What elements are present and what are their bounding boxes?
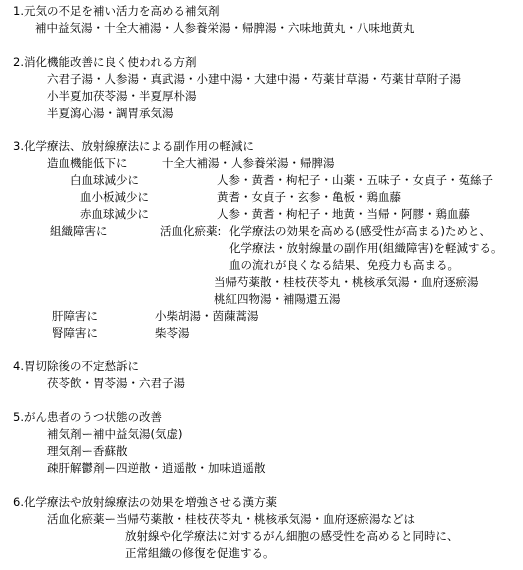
section-2-line-3: 半夏瀉心湯・調胃承気湯	[47, 106, 174, 120]
hematopoietic-value: 十全大補湯・人参養栄湯・帰脾湯	[162, 156, 335, 170]
liver-damage-value: 小柴胡湯・茵蔯蒿湯	[155, 309, 259, 323]
section-4-line-1: 茯苓飲・胃苓湯・六君子湯	[47, 376, 185, 390]
blood-activating-label: 活血化瘀薬:	[160, 224, 222, 238]
section-5-heading: 5.がん患者のうつ状態の改善	[13, 410, 162, 424]
section-2-line-2: 小半夏加茯苓湯・半夏厚朴湯	[47, 89, 197, 103]
kidney-damage-label: 腎障害に	[52, 326, 98, 340]
thrombocytopenia-label: 血小板減少に	[80, 190, 149, 204]
thrombocytopenia-value: 黄耆・女貞子・玄参・亀板・鶏血藤	[217, 190, 401, 204]
section-5-line-3: 疎肝解鬱剤ー四逆散・逍遥散・加味逍遥散	[47, 461, 266, 475]
section-2-line-1: 六君子湯・人参湯・真武湯・小建中湯・大建中湯・芍薬甘草湯・芍薬甘草附子湯	[47, 72, 461, 86]
kidney-damage-value: 柴苓湯	[155, 326, 190, 340]
liver-damage-label: 肝障害に	[52, 309, 98, 323]
tissue-damage-line-5: 桃紅四物湯・補陽還五湯	[214, 292, 341, 306]
section-1-line-1: 補中益気湯・十全大補湯・人参養栄湯・帰脾湯・六味地黄丸・八味地黄丸	[35, 21, 415, 35]
leukopenia-value: 人参・黄耆・枸杞子・山薬・五味子・女貞子・菟絲子	[217, 173, 493, 187]
section-3-heading: 3.化学療法、放射線療法による副作用の軽減に	[13, 139, 254, 153]
tissue-damage-label: 組織障害に	[50, 224, 108, 238]
section-2-heading: 2.消化機能改善に良く使われる方剤	[13, 55, 197, 69]
tissue-damage-line-3: 血の流れが良くなる結果、免疫力も高まる。	[229, 258, 459, 272]
section-6-line-1: 活血化瘀薬ー当帰芍薬散・桂枝茯苓丸・桃核承気湯・血府逐瘀湯などは	[47, 512, 415, 526]
section-6-heading: 6.化学療法や放射線療法の効果を増強させる漢方薬	[13, 495, 277, 509]
tissue-damage-line-4: 当帰芍薬散・桂枝茯苓丸・桃核承気湯・血府逐瘀湯	[214, 275, 479, 289]
anemia-value: 人参・黄耆・枸杞子・地黄・当帰・阿膠・鶏血藤	[217, 207, 470, 221]
section-6-line-2: 放射線や化学療法に対するがん細胞の感受性を高めると同時に、	[125, 529, 459, 543]
section-4-heading: 4.胃切除後の不定愁訴に	[13, 359, 139, 373]
hematopoietic-label: 造血機能低下に	[47, 156, 128, 170]
tissue-damage-line-1: 化学療法の効果を高める(感受性が高まる)ためと、	[229, 224, 491, 238]
anemia-label: 赤血球減少に	[80, 207, 149, 221]
leukopenia-label: 白血球減少に	[70, 173, 139, 187]
section-1-heading: 1.元気の不足を補い活力を高める補気剤	[13, 4, 220, 18]
section-5-line-2: 理気剤ー香蘇散	[47, 444, 128, 458]
section-5-line-1: 補気剤ー補中益気湯(気虚)	[47, 427, 183, 441]
tissue-damage-line-2: 化学療法・放射線量の副作用(組織障害)を軽減する。	[229, 241, 503, 255]
section-6-line-3: 正常組織の修復を促進する。	[125, 546, 275, 560]
